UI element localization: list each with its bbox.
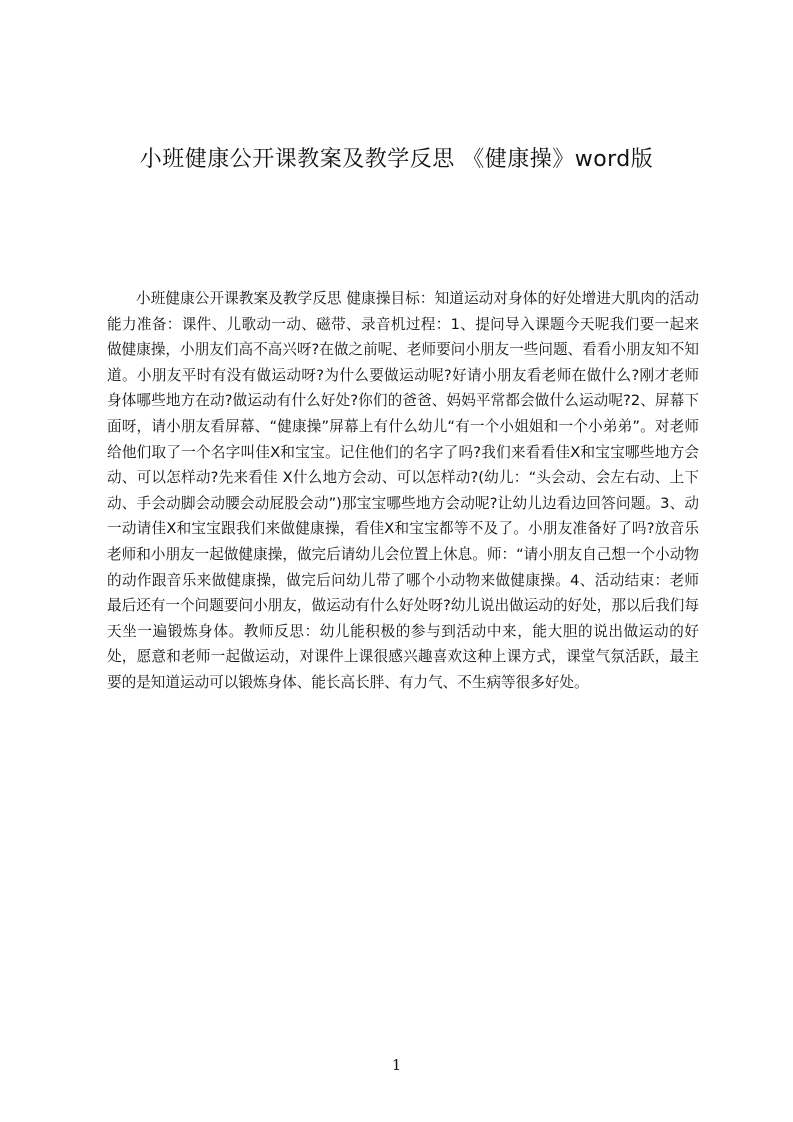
document-title: 小班健康公开课教案及教学反思 《健康操》word版 — [139, 147, 654, 172]
page-number: 1 — [391, 1056, 402, 1074]
document-body-paragraph: 小班健康公开课教案及教学反思 健康操目标：知道运动对身体的好处增进大肌肉的活动能力准备：课件、儿歌动一动、磁带、录音机过程：1、提问导入课题今天呢我们要一起来做健康操，小朋友们高不高兴呀?在做之前呢、老师要问小朋友一些问题、看看小朋友知不知道。小朋友平时有没有做运动呀?为什么要做运动呢?好请小朋友看老师在做什么?刚才老师身体哪些地方在动?做运动有什么好处?你们的爸爸、妈妈平常都会做什么运动呢?2、屏幕下面呀，请小朋友看屏幕、“健康操”屏幕上有什么幼儿“有一个小姐姐和一个小弟弟”。对老师给他们取了一个名字叫佳X和宝宝。记住他们的名字了吗?我们来看看佳X和宝宝哪些地方会动、可以怎样动?先来看佳 X什么地方会动、可以怎样动?(幼儿：“头会动、会左右动、上下动、手会动脚会动腰会动屁股会动”)那宝宝哪些地方会动呢?让幼儿边看边回答问题。3、动一动请佳X和宝宝跟我们来做健康操，看佳X和宝宝都等不及了。小朋友准备好了吗?放音乐老师和小朋友一起做健康操，做完后请幼儿会位置上休息。师：“请小朋友自己想一个小动物的动作跟音乐来做健康操，做完后问幼儿带了哪个小动物来做健康操。4、活动结束：老师最后还有一个问题要问小朋友，做运动有什么好处呀?幼儿说出做运动的好处，那以后我们每天坐一遍锻炼身体。教师反思：幼儿能积极的参与到活动中来，能大胆的说出做运动的好处，愿意和老师一起做运动，对课件上课很感兴趣喜欢这种上课方式，课堂气氛活跃，最主要的是知道运动可以锻炼身体、能长高长胖、有力气、不生病等很多好处。 — [107, 290, 699, 691]
